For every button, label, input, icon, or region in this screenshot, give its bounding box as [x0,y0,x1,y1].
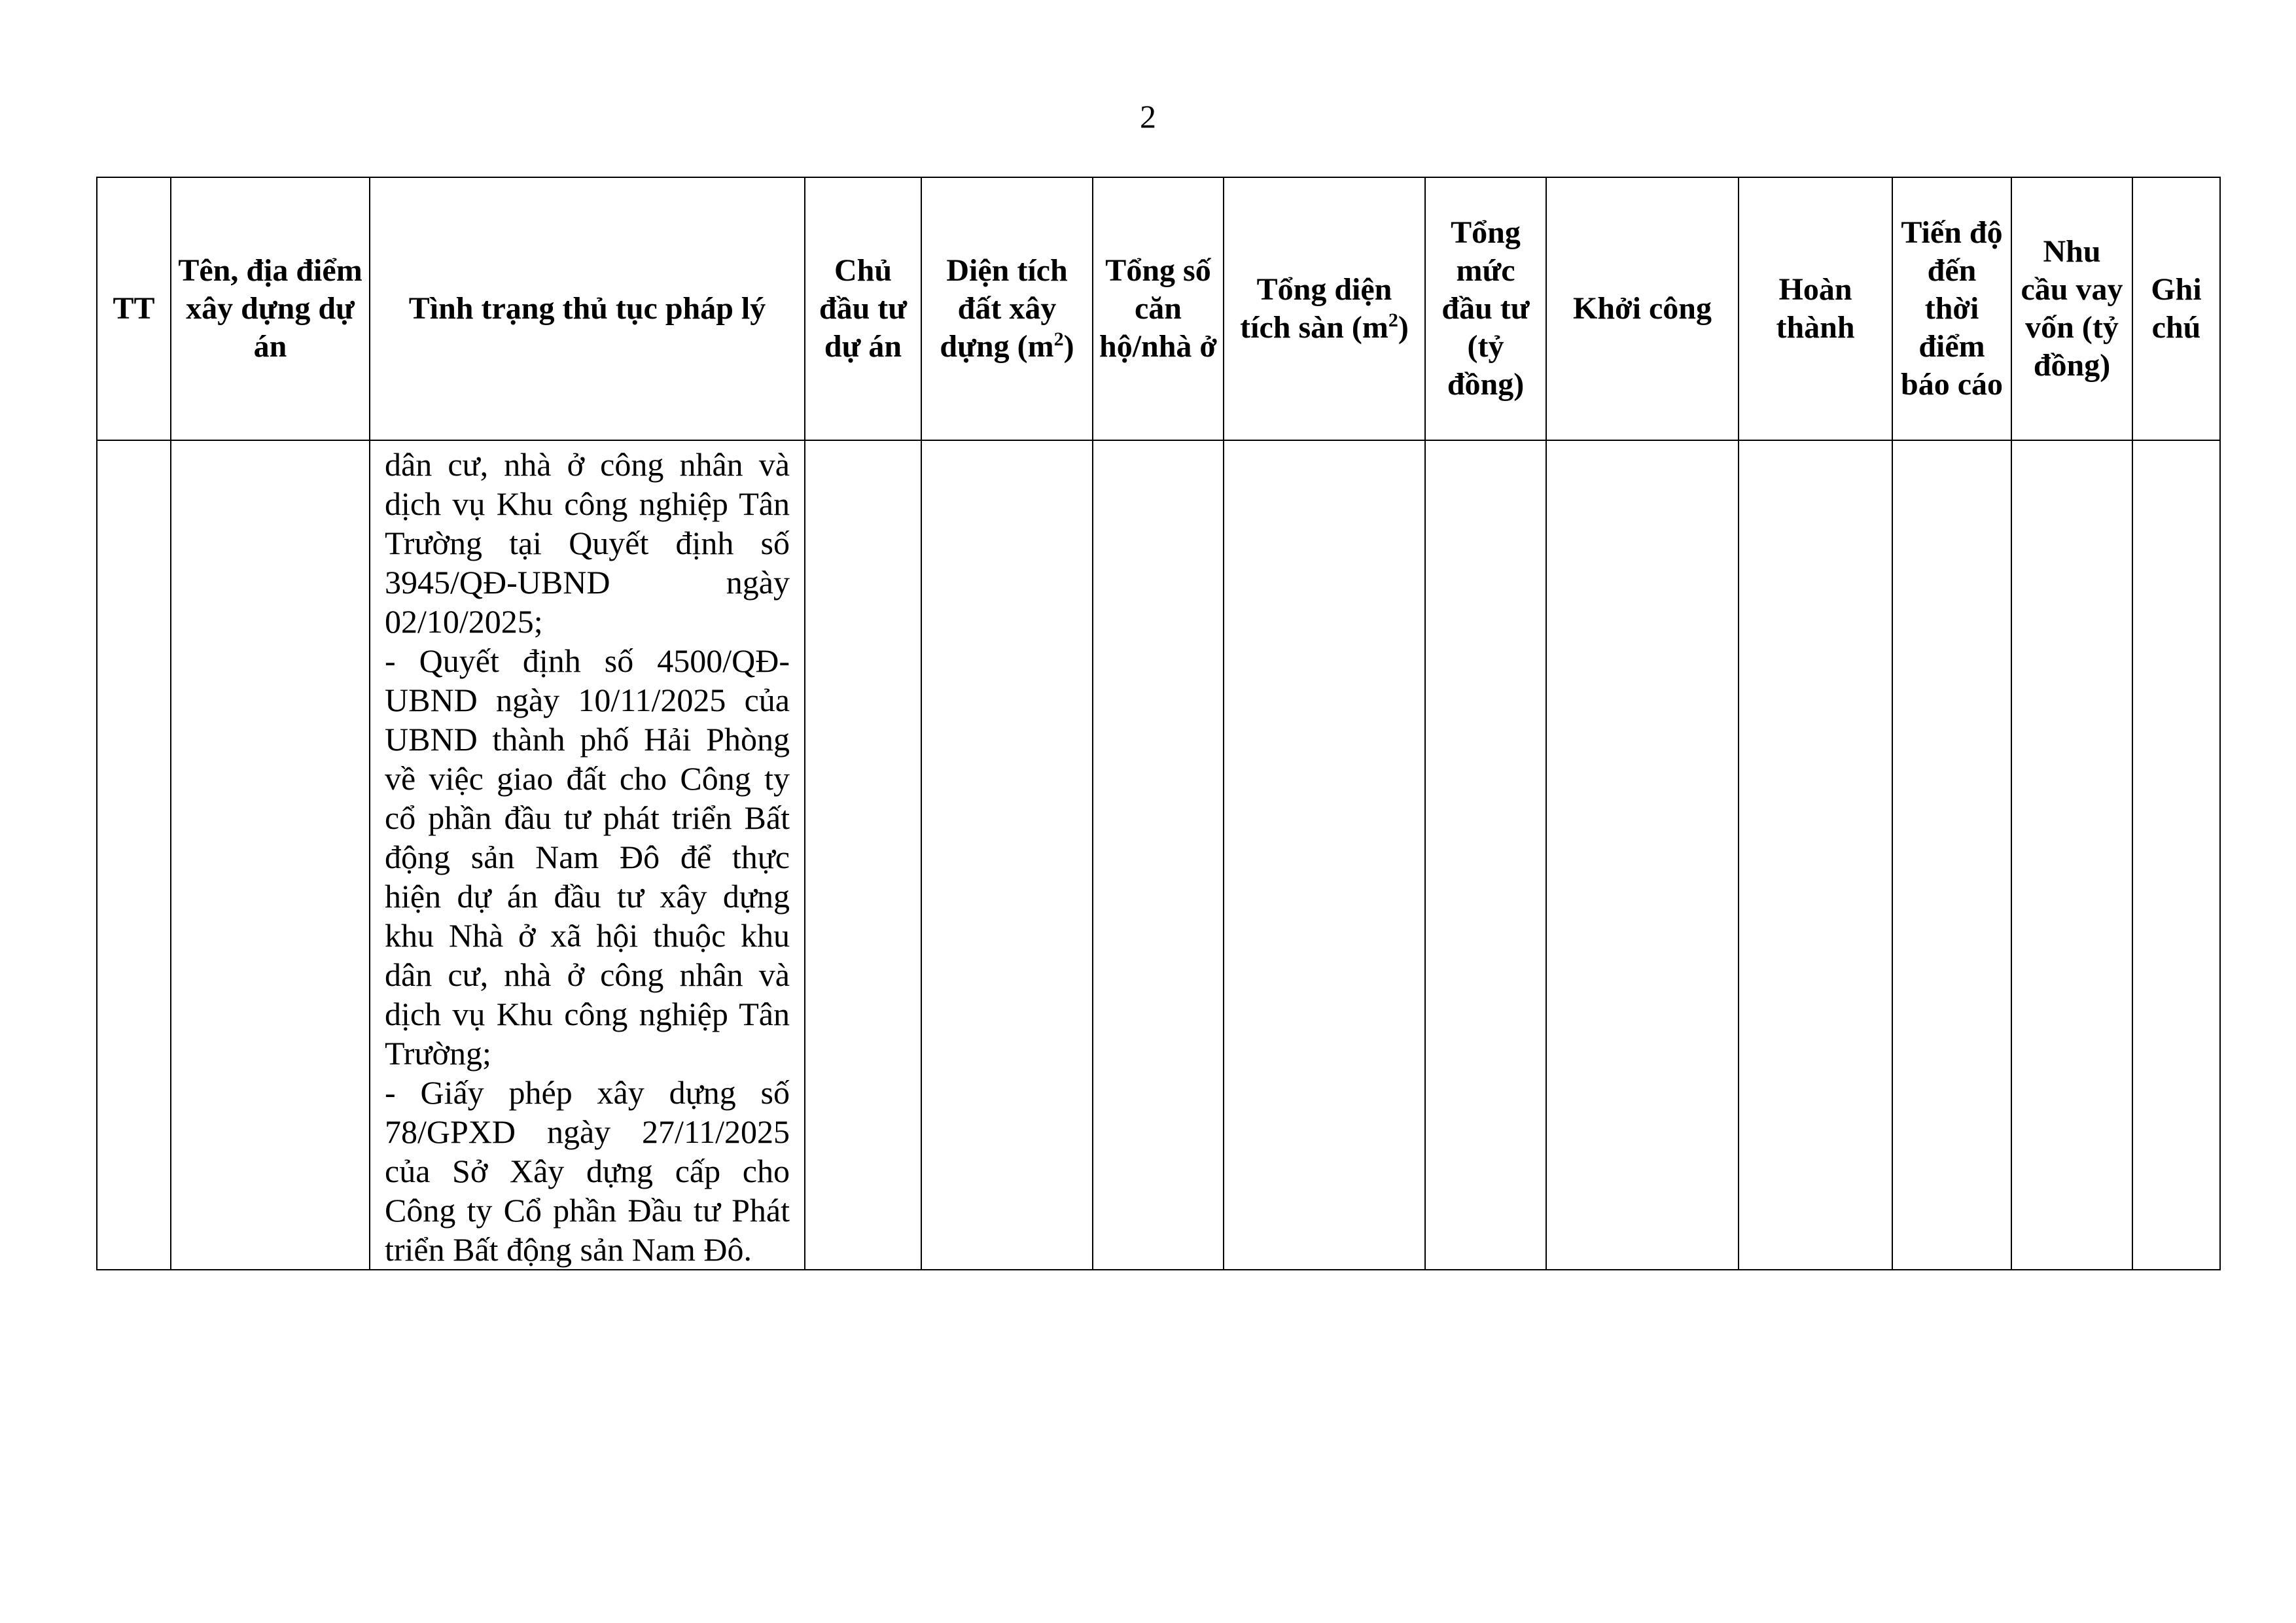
header-start: Khởi công [1546,177,1739,440]
cell-total-investment [1425,440,1546,1270]
cell-loan-demand [2011,440,2132,1270]
cell-start [1546,440,1739,1270]
cell-progress [1892,440,2011,1270]
table-row [97,440,2220,1270]
cell-note [2132,440,2220,1270]
cell-land-area [921,440,1093,1270]
cell-project-name [171,440,370,1270]
header-total-investment: Tổng mức đầu tư (tỷ đồng) [1425,177,1546,440]
header-legal-status: Tình trạng thủ tục pháp lý [370,177,805,440]
header-floor-area: Tổng diện tích sàn $(m^2)$ [1224,177,1425,440]
cell-finish [1739,440,1892,1270]
legal-paragraph: - Giấy phép xây dựng số 78/GPXD ngày 27/11/2025 của Sở Xây dựng cấp cho Công ty Cổ phần Đầu tư Phát triển Bất động sản Nam Đô. [385,1074,790,1268]
header-land-area: Diện tích đất xây dựng $(m^2)$ [921,177,1093,440]
header-investor: Chủ đầu tư dự án [805,177,921,440]
cell-investor [805,440,921,1270]
legal-paragraph: dân cư, nhà ở công nhân và dịch vụ Khu công nghiệp Tân Trường tại Quyết định số 3945/QĐ-UBND ngày 02/10/2025; [385,446,790,640]
table-header-row [97,177,2220,440]
cell-tt [97,440,171,1270]
header-note: Ghi chú [2132,177,2220,440]
header-total-units: Tổng số căn hộ/nhà ở [1093,177,1224,440]
page-number: 2 [1140,98,1156,135]
header-tt: TT [97,177,171,440]
header-loan-demand: Nhu cầu vay vốn (tỷ đồng) [2011,177,2132,440]
header-progress: Tiến độ đến thời điểm báo cáo [1892,177,2011,440]
project-table [96,177,2221,1270]
cell-total-units [1093,440,1224,1270]
cell-legal-status [370,440,805,1270]
header-finish: Hoàn thành [1739,177,1892,440]
header-project-name: Tên, địa điểm xây dựng dự án [171,177,370,440]
legal-paragraph: - Quyết định số 4500/QĐ-UBND ngày 10/11/2025 của UBND thành phố Hải Phòng về việc giao đất cho Công ty cổ phần đầu tư phát triển Bất động sản Nam Đô để thực hiện dự án đầu tư xây dựng khu Nhà ở xã hội thuộc khu dân cư, nhà ở công nhân và dịch vụ Khu công nghiệp Tân Trường; [385,642,790,1072]
cell-floor-area [1224,440,1425,1270]
